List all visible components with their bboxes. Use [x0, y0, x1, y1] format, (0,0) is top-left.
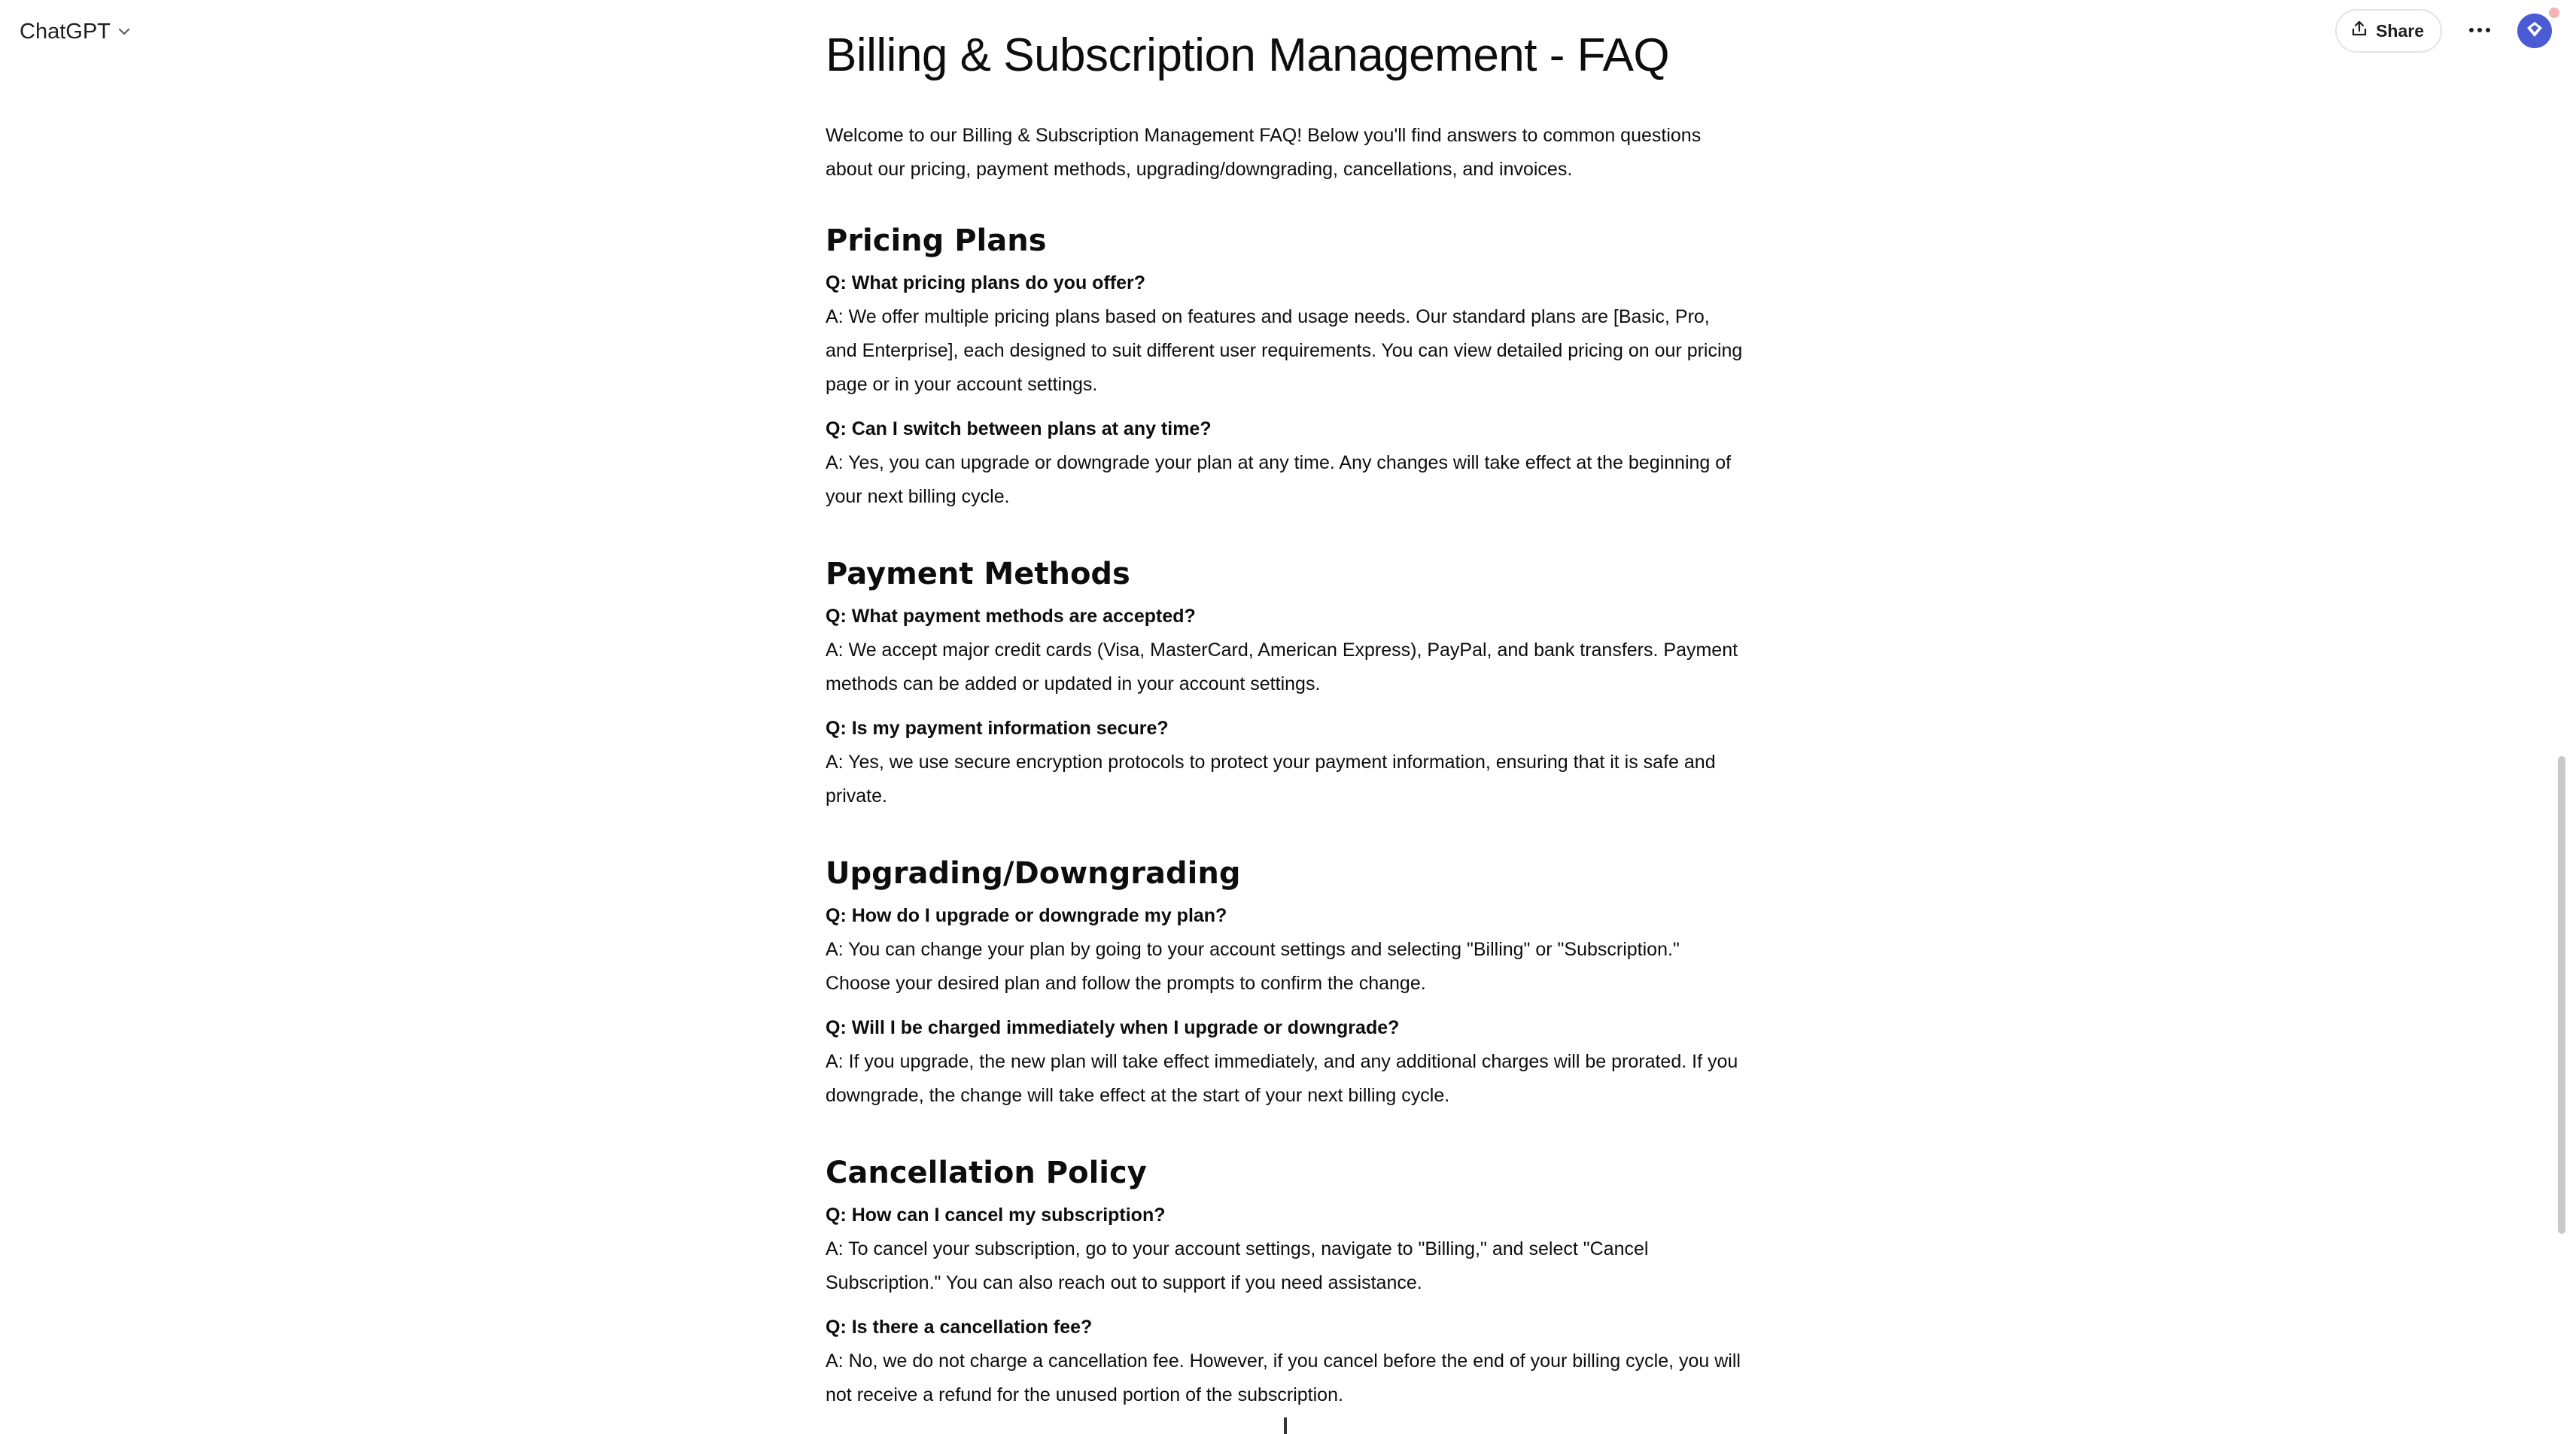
faq-item — [826, 266, 1744, 402]
faq-item — [826, 1311, 1744, 1412]
faq-question: Q: What payment methods are accepted? — [826, 606, 1196, 627]
faq-item — [826, 1199, 1744, 1300]
section-heading: Payment Methods — [826, 557, 1130, 591]
faq-article — [826, 23, 1744, 1434]
share-label: Share — [2376, 20, 2424, 41]
more-horizontal-icon — [2468, 24, 2491, 38]
faq-answer: A: We offer multiple pricing plans based on features and usage needs. Our standard plans are [Basic, Pro, and Enterprise], each designed to suit different user requirements. You can view detailed pricing on our pricing page or in your account settings. — [826, 306, 1743, 395]
faq-item — [826, 1011, 1744, 1113]
section-payment-methods — [826, 553, 1744, 813]
faq-item — [826, 412, 1744, 514]
faq-item — [826, 899, 1744, 1001]
share-button[interactable] — [2335, 9, 2442, 53]
faq-answer: A: No, we do not charge a cancellation fee. However, if you cancel before the end of your billing cycle, you will not receive a refund for the unused portion of the subscription. — [826, 1350, 1741, 1405]
faq-question: Q: What pricing plans do you offer? — [826, 272, 1145, 293]
section-heading: Pricing Plans — [826, 223, 1047, 258]
section-pricing-plans — [826, 220, 1744, 514]
faq-question: Q: Is there a cancellation fee? — [826, 1317, 1093, 1338]
faq-question: Q: How can I cancel my subscription? — [826, 1205, 1166, 1226]
avatar[interactable] — [2517, 14, 2552, 48]
faq-answer: A: You can change your plan by going to your account settings and selecting "Billing" or "Subscription." Choose your desired plan and follow the prompts to confirm the change. — [826, 939, 1680, 994]
page-title: Billing & Subscription Management - FAQ — [826, 29, 1670, 81]
section-heading: Upgrading/Downgrading — [826, 856, 1241, 891]
model-name: ChatGPT — [20, 19, 111, 44]
model-switcher[interactable] — [20, 17, 132, 47]
scrollbar-thumb[interactable] — [2558, 756, 2565, 1234]
faq-answer: A: If you upgrade, the new plan will take effect immediately, and any additional charges will be prorated. If you downgrade, the change will take effect at the start of your next billing cycle. — [826, 1051, 1738, 1106]
faq-question: Q: Can I switch between plans at any time? — [826, 418, 1212, 439]
chevron-down-icon — [117, 24, 132, 39]
faq-question: Q: Is my payment information secure? — [826, 718, 1169, 739]
faq-question: Q: How do I upgrade or downgrade my plan? — [826, 905, 1227, 926]
intro-paragraph: Welcome to our Billing & Subscription Management FAQ! Below you'll find answers to common questions about our pricing, payment methods, upgrading/downgrading, cancellations, and invoices. — [826, 125, 1702, 180]
share-icon — [2350, 20, 2368, 42]
faq-item — [826, 600, 1744, 701]
faq-answer: A: To cancel your subscription, go to your account settings, navigate to "Billing," and select "Cancel Subscription." You can also reach out to support if you need assistance. — [826, 1238, 1649, 1293]
notification-dot — [2549, 8, 2559, 18]
faq-answer: A: We accept major credit cards (Visa, MasterCard, American Express), PayPal, and bank transfers. Payment methods can be added or updated in your account settings. — [826, 640, 1738, 694]
section-upgrading-downgrading — [826, 852, 1744, 1113]
faq-item — [826, 712, 1744, 813]
faq-question: Q: Will I be charged immediately when I upgrade or downgrade? — [826, 1017, 1400, 1038]
faq-answer: A: Yes, you can upgrade or downgrade your plan at any time. Any changes will take effect at the beginning of your next billing cycle. — [826, 452, 1732, 507]
header-actions — [2335, 9, 2552, 53]
section-cancellation-policy — [826, 1152, 1744, 1412]
faq-answer: A: Yes, we use secure encryption protocols to protect your payment information, ensuring that it is safe and private. — [826, 752, 1716, 807]
text-cursor-icon — [1284, 1417, 1287, 1434]
avatar-icon — [2525, 20, 2544, 43]
section-heading: Cancellation Policy — [826, 1156, 1147, 1190]
more-options-button[interactable] — [2460, 11, 2499, 50]
